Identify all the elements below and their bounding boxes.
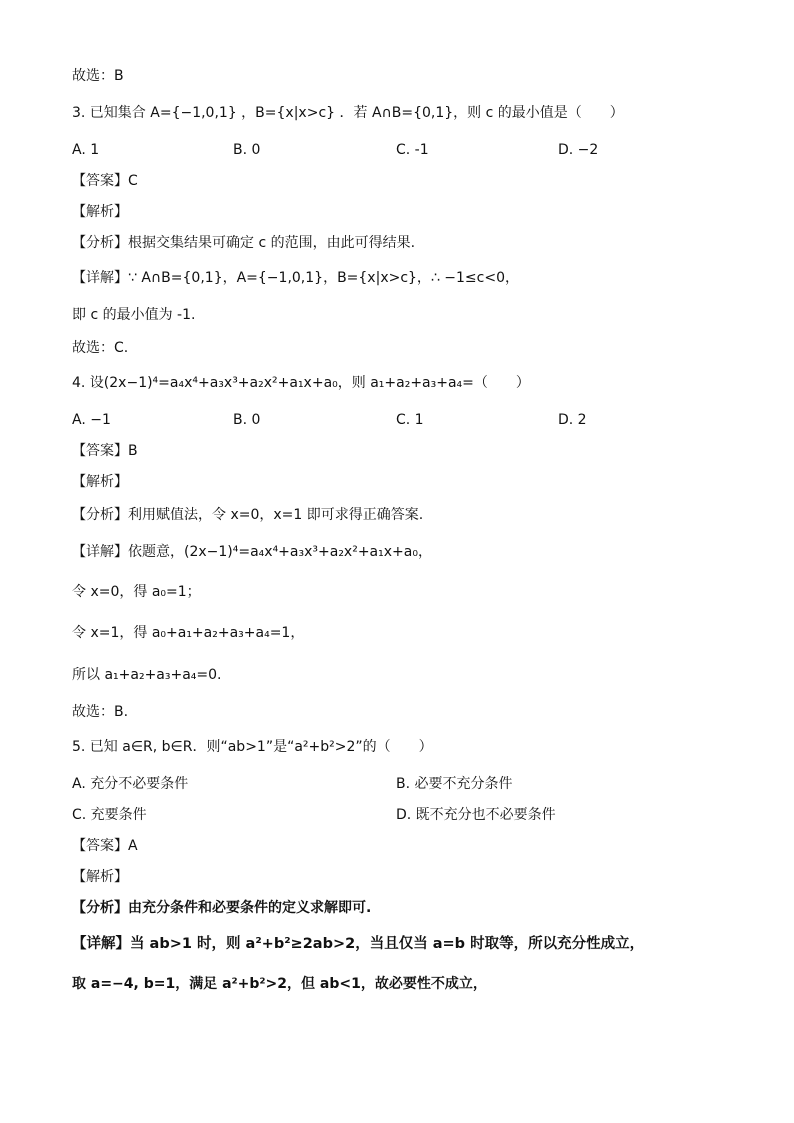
q4-step-3: 所以 a₁+a₂+a₃+a₄=0. [72,667,222,683]
q5-analysis-label: 【解析】 [72,869,128,885]
q3-answer: 【答案】C [72,173,138,189]
q3-choose: 故选：C. [72,340,129,356]
q3-option-a: A. 1 [72,142,100,158]
q5-option-c: C. 充要条件 [72,807,147,823]
q3-option-d: D. −2 [558,142,599,158]
q5-fenxi: 【分析】由充分条件和必要条件的定义求解即可. [72,900,372,916]
q4-choose: 故选：B. [72,704,129,720]
q4-option-d: D. 2 [558,412,587,428]
q3-analysis-label: 【解析】 [72,204,128,220]
q3-stem: 3. 已知集合 A={−1,0,1} ，B={x|x>c} ．若 A∩B={0,1}，则 c 的最小值是（ ） [72,105,624,121]
q3-option-b: B. 0 [233,142,261,158]
q5-stem: 5. 已知 a∈R, b∈R．则“ab>1”是“a²+b²>2”的（ ） [72,739,433,755]
q4-analysis-label: 【解析】 [72,474,128,490]
q5-answer: 【答案】A [72,838,138,854]
q4-option-c: C. 1 [396,412,424,428]
q4-option-b: B. 0 [233,412,261,428]
q4-stem: 4. 设(2x−1)⁴=a₄x⁴+a₃x³+a₂x²+a₁x+a₀，则 a₁+a₂+a₃+a₄=（ ） [72,375,530,391]
q3-option-c: C. -1 [396,142,429,158]
q5-option-a: A. 充分不必要条件 [72,776,189,792]
q5-option-b: B. 必要不充分条件 [396,776,513,792]
q4-fenxi: 【分析】利用赋值法，令 x=0，x=1 即可求得正确答案. [72,507,424,523]
q4-step-2: 令 x=1，得 a₀+a₁+a₂+a₃+a₄=1， [72,625,305,641]
q3-min: 即 c 的最小值为 -1. [72,307,196,323]
q5-option-d: D. 既不充分也不必要条件 [396,807,556,823]
prev-choose: 故选：B [72,68,124,84]
q4-xiangjie: 【详解】依题意，(2x−1)⁴=a₄x⁴+a₃x³+a₂x²+a₁x+a₀， [72,544,432,560]
q4-step-1: 令 x=0，得 a₀=1； [72,584,201,600]
q3-xiangjie: 【详解】∵ A∩B={0,1}，A={−1,0,1}，B={x|x>c}，∴ −1≤c<0， [72,270,519,286]
q4-answer: 【答案】B [72,443,138,459]
q4-option-a: A. −1 [72,412,111,428]
q3-fenxi: 【分析】根据交集结果可确定 c 的范围，由此可得结果. [72,235,416,251]
q5-xiangjie: 【详解】当 ab>1 时，则 a²+b²≥2ab>2，当且仅当 a=b 时取等，所以充分性成立， [72,936,645,952]
q5-step-1: 取 a=−4, b=1，满足 a²+b²>2，但 ab<1，故必要性不成立， [72,976,487,992]
